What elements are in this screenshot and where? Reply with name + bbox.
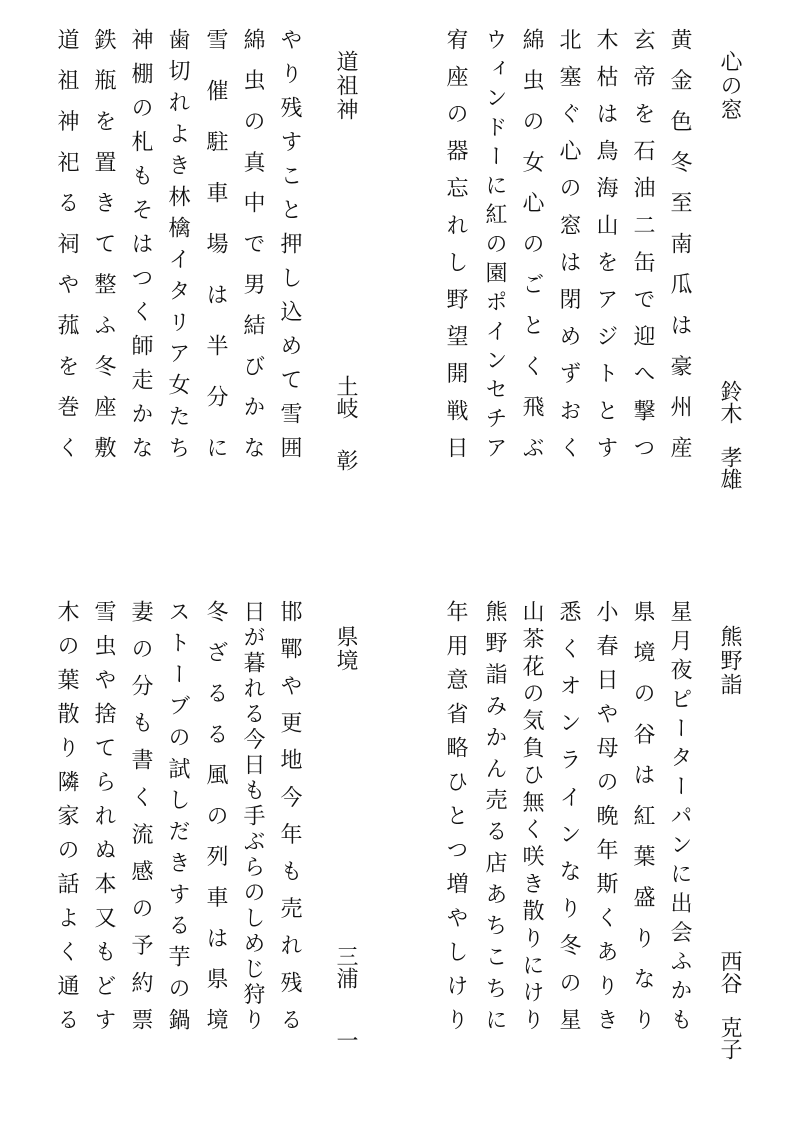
haiku-line: 妻の分も書く流感の予約票	[128, 600, 153, 1046]
haiku-line: 歯切れよき林檎イタリア女たち	[165, 28, 190, 468]
haiku-line: 綿虫の真中で男結びかな	[240, 28, 265, 477]
author-name	[330, 375, 361, 471]
author-family-name: 三浦	[333, 945, 358, 989]
author-given-name: 克子	[717, 1016, 742, 1060]
haiku-line: 宥座の器忘れし野望開戦日	[443, 28, 468, 474]
author-given-name: 彰	[333, 449, 358, 471]
haiku-line: 小春日や母の晩年斯くありき	[593, 600, 618, 1042]
haiku-line: ウィンドーに紅の園ポインセチア	[482, 28, 507, 466]
haiku-line: 綿虫の女心のごとく飛ぶ	[519, 28, 544, 477]
haiku-line: やり残すこと押し込めて雪囲	[277, 28, 302, 470]
haiku-line: ストーブの試しだきする芋の鍋	[165, 600, 190, 1040]
haiku-line: 木枯は鳥海山をアジトとす	[593, 28, 618, 474]
haiku-line: 日が暮れる今日も手ぶらのしめじ狩り	[240, 600, 265, 1034]
haiku-line: 神棚の札もそはつく師走かな	[128, 28, 153, 470]
haiku-line: 鉄瓶を置きて整ふ冬座敷	[91, 28, 116, 477]
section-title: 県境	[333, 625, 358, 673]
haiku-line: 冬ざるる風の列車は県境	[203, 600, 228, 1049]
author-given-name: 孝雄	[717, 446, 742, 490]
haiku-line: 山茶花の気負ひ無く咲き散りにけり	[519, 600, 544, 1036]
haiku-line: 木の葉散り隣家の話よく通る	[54, 600, 79, 1042]
section-title: 心の窓	[717, 50, 742, 122]
haiku-line: 熊野詣みかん売る店あちこちに	[482, 600, 507, 1040]
haiku-line: 玄帝を石油二缶で迎へ撃つ	[630, 28, 655, 474]
haiku-line: 北塞ぐ心の窓は閉めずおく	[556, 28, 581, 474]
author-name	[714, 380, 745, 490]
author-name	[714, 950, 745, 1060]
haiku-line: 雪虫や捨てられぬ本又もどす	[91, 600, 116, 1042]
author-family-name: 土岐	[333, 375, 358, 419]
haiku-line: 悉くオンラインなり冬の星	[556, 600, 581, 1046]
haiku-line: 雪催駐車場は半分に	[203, 28, 228, 487]
author-name	[330, 945, 361, 1051]
haiku-line: 星月夜ピーターパンに出会ふかも	[667, 600, 692, 1038]
author-family-name: 西谷	[717, 950, 742, 994]
author-family-name: 鈴木	[717, 380, 742, 424]
section-title: 熊野詣	[717, 625, 742, 697]
haiku-line: 黄金色冬至南瓜は豪州産	[667, 28, 692, 477]
section-title: 道祖神	[333, 50, 358, 122]
author-given-name: 一	[333, 1029, 358, 1051]
haiku-line: 邯鄲や更地今年も売れ残る	[277, 600, 302, 1046]
haiku-line: 年用意省略ひとつ増やしけり	[443, 600, 468, 1042]
haiku-line: 県境の谷は紅葉盛りなり	[630, 600, 655, 1049]
haiku-line: 道祖神祀る祠や菰を巻く	[54, 28, 79, 477]
